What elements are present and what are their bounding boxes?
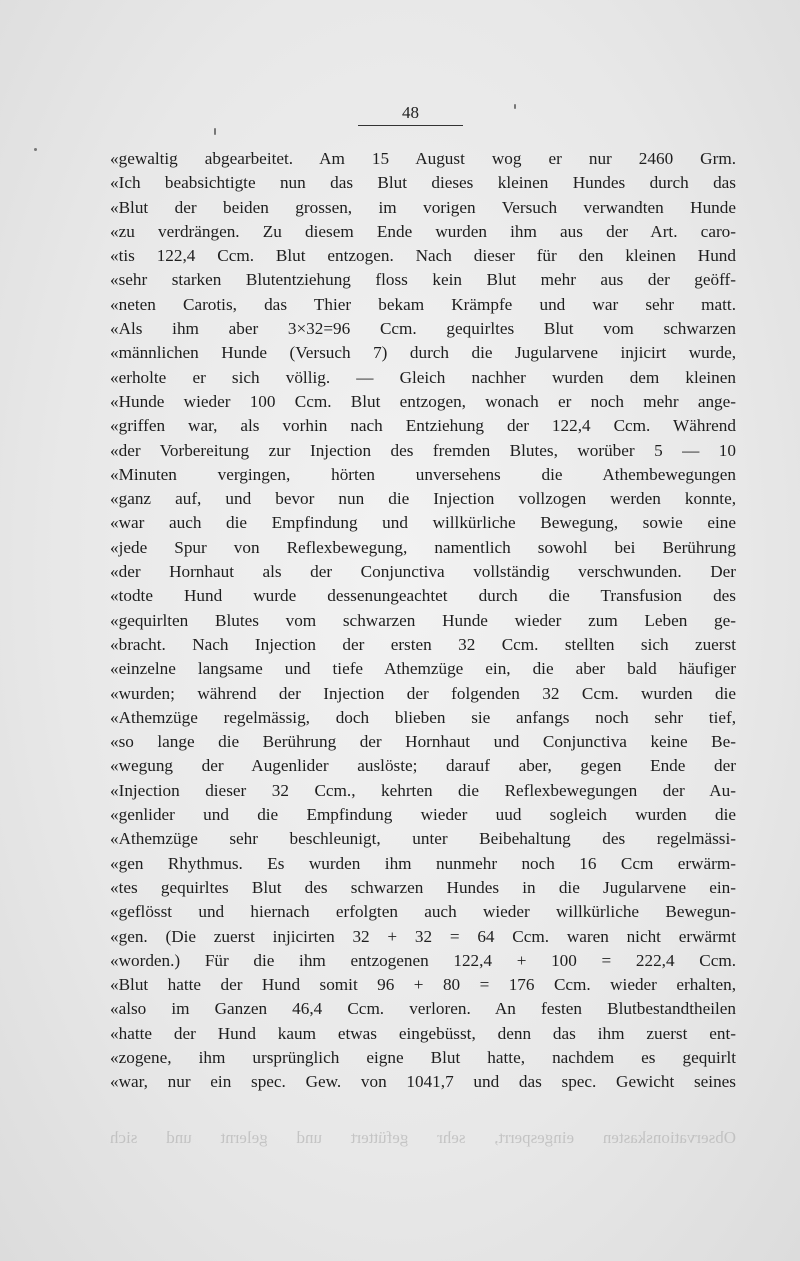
text-line: «Injection dieser 32 Ccm., kehrten die Reflexbewegungen der Au- [110,780,736,800]
text-line: «genlider und die Empfindung wieder uud sogleich wurden die [110,805,736,825]
text-line: «einzelne langsame und tiefe Athemzüge ein, die aber bald häufiger [110,659,736,679]
text-line: «jede Spur von Reflexbewegung, namentlich sowohl bei Berührung [110,537,736,557]
text-line: «Blut hatte der Hund somit 96 + 80 = 176 Ccm. wieder erhalten, [110,975,736,995]
text-line: «gen. (Die zuerst injicirten 32 + 32 = 64 Ccm. waren nicht erwärmt [110,926,736,946]
text-line: «geflösst und hiernach erfolgten auch wieder willkürliche Bewegun- [110,902,736,922]
text-line: «zogene, ihm ursprünglich eigne Blut hatte, nachdem es gequirlt [110,1047,736,1067]
text-line: «männlichen Hunde (Versuch 7) durch die Jugularvene injicirt wurde, [110,343,736,363]
text-line: «gen Rhythmus. Es wurden ihm nunmehr noch 16 Ccm erwärm- [110,853,736,873]
text-line: «tes gequirltes Blut des schwarzen Hundes in die Jugularvene ein- [110,877,736,897]
text-line: «Blut der beiden grossen, im vorigen Versuch verwandten Hunde [110,197,736,217]
text-line: «bracht. Nach Injection der ersten 32 Ccm. stellten sich zuerst [110,634,736,654]
text-line: «so lange die Berührung der Hornhaut und Conjunctiva keine Be- [110,732,736,752]
text-line: «war auch die Empfindung und willkürliche Bewegung, sowie eine [110,513,736,533]
text-line: «neten Carotis, das Thier bekam Krämpfe und war sehr matt. [110,294,736,314]
text-line: «Hunde wieder 100 Ccm. Blut entzogen, wonach er noch mehr ange- [110,391,736,411]
text-line: «Minuten vergingen, hörten unversehens die Athembewegungen [110,464,736,484]
page-number: 48 [402,103,419,122]
text-line: «zu verdrängen. Zu diesem Ende wurden ihm aus der Art. caro- [110,221,736,241]
bleed-through-text: Observationskasten eingesperrt, sehr gefüttert und gelernt und sich [110,1128,736,1147]
ink-speck [514,104,516,109]
text-line: «also im Ganzen 46,4 Ccm. verloren. An festen Blutbestandtheilen [110,999,736,1019]
text-line: «ganz auf, und bevor nun die Injection vollzogen werden konnte, [110,489,736,509]
text-line: «wurden; während der Injection der folgenden 32 Ccm. wurden die [110,683,736,703]
text-line: «der Vorbereitung zur Injection des fremden Blutes, worüber 5 — 10 [110,440,736,460]
text-line: «der Hornhaut als der Conjunctiva vollständig verschwunden. Der [110,562,736,582]
body-text [110,147,736,1095]
text-line: «griffen war, als vorhin nach Entziehung der 122,4 Ccm. Während [110,416,736,436]
header-rule [358,125,463,126]
text-line: «sehr starken Blutentziehung floss kein Blut mehr aus der geöff- [110,270,736,290]
text-line: «wegung der Augenlider auslöste; darauf aber, gegen Ende der [110,756,736,776]
text-line: «Ich beabsichtigte nun das Blut dieses kleinen Hundes durch das [110,173,736,193]
text-line: «tis 122,4 Ccm. Blut entzogen. Nach dieser für den kleinen Hund [110,246,736,266]
text-line: «gequirlten Blutes vom schwarzen Hunde wieder zum Leben ge- [110,610,736,630]
ink-speck [34,148,37,151]
text-line: «war, nur ein spec. Gew. von 1041,7 und das spec. Gewicht seines [110,1072,736,1092]
text-line: «Athemzüge regelmässig, doch blieben sie anfangs noch sehr tief, [110,707,736,727]
text-line: «hatte der Hund kaum etwas eingebüsst, denn das ihm zuerst ent- [110,1023,736,1043]
ink-speck [214,128,216,135]
text-line: «erholte er sich völlig. — Gleich nachher wurden dem kleinen [110,367,736,387]
text-line: «Als ihm aber 3×32=96 Ccm. gequirltes Blut vom schwarzen [110,319,736,339]
text-line: «gewaltig abgearbeitet. Am 15 August wog er nur 2460 Grm. [110,149,736,168]
text-line: «worden.) Für die ihm entzogenen 122,4 + 100 = 222,4 Ccm. [110,950,736,970]
text-line: «Athemzüge sehr beschleunigt, unter Beibehaltung des regelmässi- [110,829,736,849]
text-line: «todte Hund wurde dessenungeachtet durch die Transfusion des [110,586,736,606]
